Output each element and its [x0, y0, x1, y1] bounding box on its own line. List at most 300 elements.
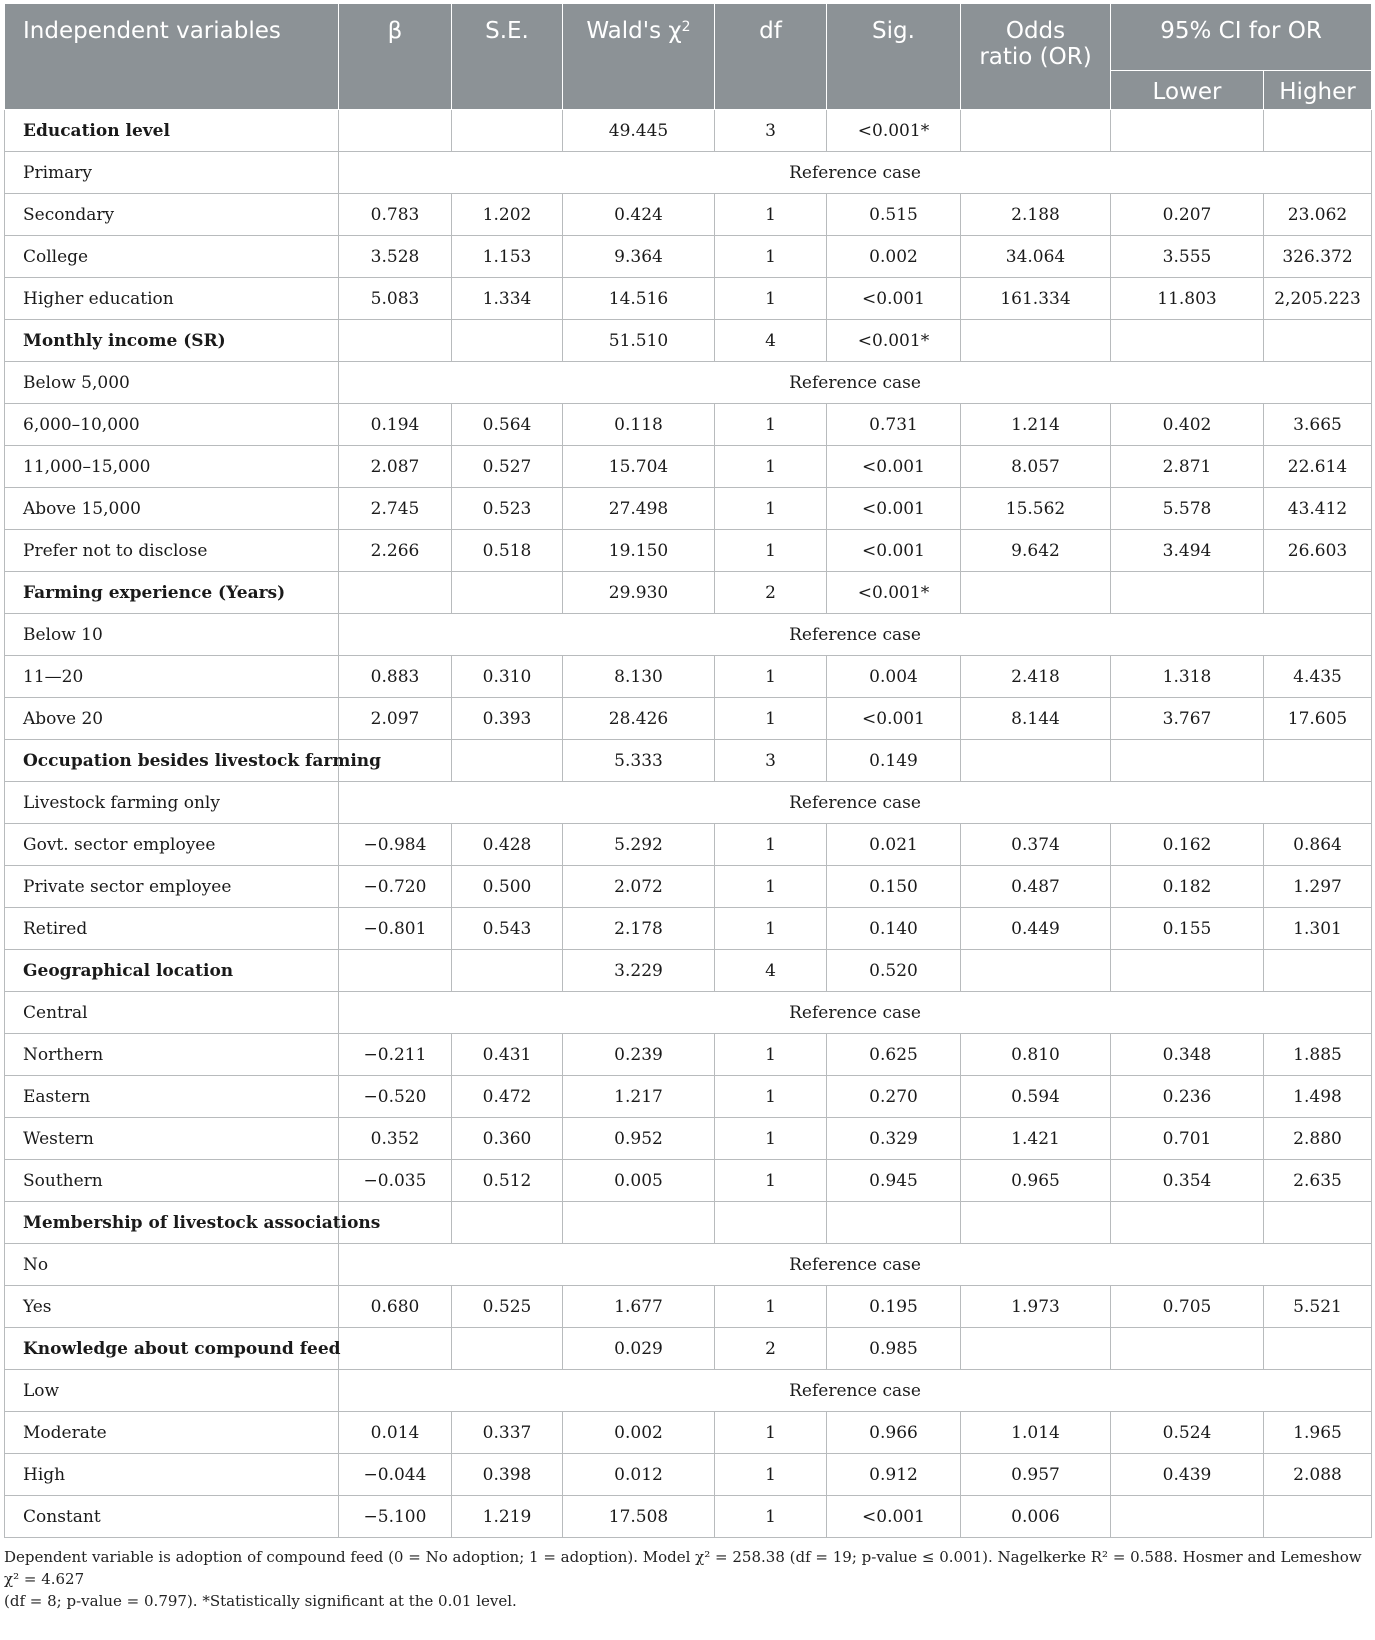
table-reference-row	[5, 1244, 1372, 1286]
row-label: Retired	[5, 908, 339, 950]
table-cell: 1.219	[452, 1496, 563, 1538]
table-cell: 5.578	[1111, 488, 1264, 530]
table-row	[5, 656, 1372, 698]
row-label: Education level	[5, 110, 339, 152]
table-cell: 4	[715, 950, 827, 992]
row-label: Below 10	[5, 614, 339, 656]
table-reference-row	[5, 362, 1372, 404]
table-cell: 0.810	[961, 1034, 1111, 1076]
table-cell: 0.236	[1111, 1076, 1264, 1118]
table-cell: 1.965	[1264, 1412, 1372, 1454]
table-body	[5, 110, 1372, 1538]
table-row	[5, 488, 1372, 530]
table-cell: 0.002	[827, 236, 961, 278]
table-cell: 1	[715, 404, 827, 446]
table-cell: 1.301	[1264, 908, 1372, 950]
header-wald-text: Wald's χ	[586, 18, 682, 44]
row-label: Moderate	[5, 1412, 339, 1454]
reference-case-cell: Reference case	[339, 992, 1372, 1034]
table-cell: 0.310	[452, 656, 563, 698]
table-group-row	[5, 572, 1372, 614]
table-row	[5, 824, 1372, 866]
table-cell: 3.229	[563, 950, 715, 992]
header-wald-sup: 2	[681, 19, 691, 35]
table-cell: 17.508	[563, 1496, 715, 1538]
table-cell: 0.118	[563, 404, 715, 446]
table-cell: 1	[715, 824, 827, 866]
table-cell: 0.029	[563, 1328, 715, 1370]
table-cell: 34.064	[961, 236, 1111, 278]
row-label: College	[5, 236, 339, 278]
table-cell: 0.337	[452, 1412, 563, 1454]
table-cell: 1.014	[961, 1412, 1111, 1454]
table-cell: 1.885	[1264, 1034, 1372, 1076]
table-reference-row	[5, 992, 1372, 1034]
table-cell: 2.745	[339, 488, 452, 530]
table-cell: 3.665	[1264, 404, 1372, 446]
table-cell	[452, 320, 563, 362]
table-cell: 2.188	[961, 194, 1111, 236]
table-cell: 14.516	[563, 278, 715, 320]
table-cell: 1	[715, 1034, 827, 1076]
table-cell	[1111, 1328, 1264, 1370]
table-cell	[961, 950, 1111, 992]
table-cell: 1	[715, 1286, 827, 1328]
table-cell: 1	[715, 278, 827, 320]
table-cell: 0.701	[1111, 1118, 1264, 1160]
table-cell: −0.801	[339, 908, 452, 950]
table-cell: 0.021	[827, 824, 961, 866]
table-cell: 29.930	[563, 572, 715, 614]
table-cell	[961, 110, 1111, 152]
table-cell: 1	[715, 1454, 827, 1496]
row-label: Occupation besides livestock farming	[5, 740, 339, 782]
table-cell: 0.150	[827, 866, 961, 908]
row-label: Govt. sector employee	[5, 824, 339, 866]
table-cell: −0.035	[339, 1160, 452, 1202]
row-label: Higher education	[5, 278, 339, 320]
table-cell: 0.140	[827, 908, 961, 950]
table-cell	[1111, 320, 1264, 362]
table-row	[5, 908, 1372, 950]
row-label: Membership of livestock associations	[5, 1202, 339, 1244]
table-reference-row	[5, 614, 1372, 656]
table-cell: 2.871	[1111, 446, 1264, 488]
table-cell: 3.528	[339, 236, 452, 278]
row-label: 11—20	[5, 656, 339, 698]
table-cell: 1	[715, 1412, 827, 1454]
table-cell: 0.449	[961, 908, 1111, 950]
header-ci: 95% CI for OR	[1111, 4, 1372, 71]
table-cell: 1	[715, 1118, 827, 1160]
footnote-line-1: Dependent variable is adoption of compound feed (0 = No adoption; 1 = adoption). Model χ² = 258.38 (df = 19; p-value ≤ 0.001). Nagelkerke R² = 0.588. Hosmer and Lemeshow χ² = 4.627	[4, 1548, 1362, 1588]
table-cell: 2,205.223	[1264, 278, 1372, 320]
table-cell: 0.360	[452, 1118, 563, 1160]
table-cell: 2.880	[1264, 1118, 1372, 1160]
row-label: Eastern	[5, 1076, 339, 1118]
row-label: Monthly income (SR)	[5, 320, 339, 362]
row-label: Geographical location	[5, 950, 339, 992]
row-label: 11,000–15,000	[5, 446, 339, 488]
row-label: Livestock farming only	[5, 782, 339, 824]
table-cell: 4.435	[1264, 656, 1372, 698]
table-cell: <0.001	[827, 530, 961, 572]
table-cell	[1264, 110, 1372, 152]
table-cell: 1.318	[1111, 656, 1264, 698]
table-cell	[827, 1202, 961, 1244]
table-cell	[339, 572, 452, 614]
table-cell: 0.965	[961, 1160, 1111, 1202]
table-cell: 8.130	[563, 656, 715, 698]
table-cell: 0.487	[961, 866, 1111, 908]
table-cell: 26.603	[1264, 530, 1372, 572]
table-cell: 1.334	[452, 278, 563, 320]
table-row	[5, 446, 1372, 488]
table-row	[5, 1160, 1372, 1202]
table-cell: 22.614	[1264, 446, 1372, 488]
table-cell: 1	[715, 866, 827, 908]
table-row	[5, 194, 1372, 236]
row-label: Western	[5, 1118, 339, 1160]
table-cell: 0.002	[563, 1412, 715, 1454]
table-cell: 1	[715, 1160, 827, 1202]
table-group-row	[5, 110, 1372, 152]
footnote-line-2: (df = 8; p-value = 0.797). *Statistically significant at the 0.01 level.	[4, 1592, 517, 1610]
table-cell: 2.418	[961, 656, 1111, 698]
table-cell: 0.731	[827, 404, 961, 446]
table-header	[5, 4, 1372, 110]
table-cell: 0.431	[452, 1034, 563, 1076]
table-cell: 0.864	[1264, 824, 1372, 866]
table-cell: 0.515	[827, 194, 961, 236]
table-cell	[1264, 740, 1372, 782]
table-cell	[961, 320, 1111, 362]
row-label: Southern	[5, 1160, 339, 1202]
table-cell: 28.426	[563, 698, 715, 740]
table-group-row	[5, 950, 1372, 992]
row-label: Above 15,000	[5, 488, 339, 530]
table-cell: 5.333	[563, 740, 715, 782]
reference-case-cell: Reference case	[339, 362, 1372, 404]
table-footnote	[4, 1546, 1371, 1612]
table-cell: 23.062	[1264, 194, 1372, 236]
table-cell	[1111, 950, 1264, 992]
table-cell: 0.543	[452, 908, 563, 950]
table-cell: 0.182	[1111, 866, 1264, 908]
header-odds-ratio-line1: Odds	[1005, 18, 1066, 44]
table-cell: 0.424	[563, 194, 715, 236]
header-se: S.E.	[452, 4, 563, 110]
table-group-row	[5, 1202, 1372, 1244]
table-cell: 0.500	[452, 866, 563, 908]
reference-case-cell: Reference case	[339, 1244, 1372, 1286]
table-cell	[452, 572, 563, 614]
table-group-row	[5, 740, 1372, 782]
table-cell: 9.364	[563, 236, 715, 278]
reference-case-cell: Reference case	[339, 614, 1372, 656]
table-cell: 1.421	[961, 1118, 1111, 1160]
table-cell	[563, 1202, 715, 1244]
table-cell: <0.001*	[827, 110, 961, 152]
table-container	[4, 3, 1371, 1612]
table-row	[5, 698, 1372, 740]
table-cell: 3	[715, 740, 827, 782]
table-cell: 4	[715, 320, 827, 362]
table-cell: 1.297	[1264, 866, 1372, 908]
table-cell: 0.594	[961, 1076, 1111, 1118]
row-label: High	[5, 1454, 339, 1496]
table-cell: 0.393	[452, 698, 563, 740]
table-cell	[452, 1328, 563, 1370]
header-odds-ratio	[961, 4, 1111, 110]
header-ci-lower: Lower	[1111, 71, 1264, 110]
table-cell: 0.005	[563, 1160, 715, 1202]
table-cell: 1	[715, 488, 827, 530]
logistic-regression-table	[4, 3, 1372, 1538]
table-cell: 51.510	[563, 320, 715, 362]
table-row	[5, 1034, 1372, 1076]
table-cell: 0.520	[827, 950, 961, 992]
table-cell: 1	[715, 194, 827, 236]
row-label: Constant	[5, 1496, 339, 1538]
table-cell: 161.334	[961, 278, 1111, 320]
table-cell: 5.292	[563, 824, 715, 866]
row-label: Farming experience (Years)	[5, 572, 339, 614]
table-cell: <0.001	[827, 446, 961, 488]
table-group-row	[5, 320, 1372, 362]
table-cell: 0.472	[452, 1076, 563, 1118]
table-cell	[452, 740, 563, 782]
row-label: Primary	[5, 152, 339, 194]
reference-case-cell: Reference case	[339, 1370, 1372, 1412]
header-ci-higher: Higher	[1264, 71, 1372, 110]
table-cell: 0.194	[339, 404, 452, 446]
table-cell: 0.207	[1111, 194, 1264, 236]
table-cell	[1264, 1328, 1372, 1370]
table-cell: <0.001	[827, 278, 961, 320]
table-cell	[1264, 950, 1372, 992]
table-cell: 0.012	[563, 1454, 715, 1496]
row-label: Above 20	[5, 698, 339, 740]
table-row	[5, 1118, 1372, 1160]
table-cell: 1.214	[961, 404, 1111, 446]
table-row	[5, 1454, 1372, 1496]
table-cell: 0.524	[1111, 1412, 1264, 1454]
table-cell: 11.803	[1111, 278, 1264, 320]
table-cell: 1	[715, 908, 827, 950]
table-cell: 1	[715, 698, 827, 740]
table-cell: 3.555	[1111, 236, 1264, 278]
header-df: df	[715, 4, 827, 110]
table-cell	[339, 950, 452, 992]
table-cell: 1.202	[452, 194, 563, 236]
table-cell: 0.564	[452, 404, 563, 446]
row-label: Private sector employee	[5, 866, 339, 908]
header-wald	[563, 4, 715, 110]
table-cell: 43.412	[1264, 488, 1372, 530]
table-cell: 1.973	[961, 1286, 1111, 1328]
table-cell: 0.354	[1111, 1160, 1264, 1202]
table-cell: 0.329	[827, 1118, 961, 1160]
reference-case-cell: Reference case	[339, 782, 1372, 824]
table-cell	[1111, 1496, 1264, 1538]
row-label: No	[5, 1244, 339, 1286]
table-cell: <0.001	[827, 698, 961, 740]
table-cell	[961, 572, 1111, 614]
table-cell: <0.001*	[827, 572, 961, 614]
table-cell	[1111, 110, 1264, 152]
table-cell: 0.270	[827, 1076, 961, 1118]
row-label: Northern	[5, 1034, 339, 1076]
table-cell: 2.087	[339, 446, 452, 488]
table-reference-row	[5, 1370, 1372, 1412]
table-cell: 0.527	[452, 446, 563, 488]
table-cell	[715, 1202, 827, 1244]
table-cell: 1	[715, 1076, 827, 1118]
table-cell: 0.625	[827, 1034, 961, 1076]
table-cell: 0.783	[339, 194, 452, 236]
table-cell: 5.521	[1264, 1286, 1372, 1328]
table-cell: 15.704	[563, 446, 715, 488]
table-cell: 0.348	[1111, 1034, 1264, 1076]
table-cell: −0.211	[339, 1034, 452, 1076]
header-independent-variables: Independent variables	[5, 4, 339, 110]
table-cell	[1264, 320, 1372, 362]
table-cell: 0.945	[827, 1160, 961, 1202]
table-cell: 0.966	[827, 1412, 961, 1454]
table-cell	[1264, 572, 1372, 614]
table-cell: 0.004	[827, 656, 961, 698]
table-cell: 0.985	[827, 1328, 961, 1370]
table-cell	[1111, 1202, 1264, 1244]
table-cell: <0.001	[827, 488, 961, 530]
table-cell: 17.605	[1264, 698, 1372, 740]
header-odds-ratio-line2: ratio (OR)	[979, 44, 1092, 70]
table-cell: 15.562	[961, 488, 1111, 530]
table-cell: 8.144	[961, 698, 1111, 740]
table-cell: 1	[715, 1496, 827, 1538]
table-cell: 1.677	[563, 1286, 715, 1328]
table-cell: 0.439	[1111, 1454, 1264, 1496]
row-label: Below 5,000	[5, 362, 339, 404]
table-reference-row	[5, 782, 1372, 824]
table-cell	[1264, 1202, 1372, 1244]
table-cell: 2	[715, 572, 827, 614]
table-cell	[961, 1202, 1111, 1244]
table-cell: 0.014	[339, 1412, 452, 1454]
table-cell: 2.097	[339, 698, 452, 740]
table-cell: 1	[715, 656, 827, 698]
table-cell: 0.352	[339, 1118, 452, 1160]
row-label: Knowledge about compound feed	[5, 1328, 339, 1370]
table-cell: 326.372	[1264, 236, 1372, 278]
table-row	[5, 278, 1372, 320]
table-cell: 1.217	[563, 1076, 715, 1118]
table-cell: <0.001*	[827, 320, 961, 362]
table-cell: 2	[715, 1328, 827, 1370]
header-sig: Sig.	[827, 4, 961, 110]
table-cell: 5.083	[339, 278, 452, 320]
table-cell: 0.518	[452, 530, 563, 572]
table-cell: 0.374	[961, 824, 1111, 866]
table-cell: −0.984	[339, 824, 452, 866]
table-cell: 2.635	[1264, 1160, 1372, 1202]
table-cell: −0.044	[339, 1454, 452, 1496]
table-cell: 2.266	[339, 530, 452, 572]
table-row	[5, 1412, 1372, 1454]
table-cell: 0.162	[1111, 824, 1264, 866]
table-cell: 8.057	[961, 446, 1111, 488]
table-cell	[1111, 740, 1264, 782]
table-cell	[452, 950, 563, 992]
table-cell: 1	[715, 446, 827, 488]
row-label: Central	[5, 992, 339, 1034]
row-label: Secondary	[5, 194, 339, 236]
table-cell: 0.957	[961, 1454, 1111, 1496]
table-cell: 0.239	[563, 1034, 715, 1076]
table-cell: 0.512	[452, 1160, 563, 1202]
table-cell: 0.402	[1111, 404, 1264, 446]
table-cell: 2.072	[563, 866, 715, 908]
table-cell: 49.445	[563, 110, 715, 152]
reference-case-cell: Reference case	[339, 152, 1372, 194]
table-cell: −0.520	[339, 1076, 452, 1118]
table-cell: 0.525	[452, 1286, 563, 1328]
table-group-row	[5, 1328, 1372, 1370]
table-cell: 19.150	[563, 530, 715, 572]
table-row	[5, 1496, 1372, 1538]
table-cell: 27.498	[563, 488, 715, 530]
table-row	[5, 404, 1372, 446]
table-cell: 0.006	[961, 1496, 1111, 1538]
table-cell: 2.178	[563, 908, 715, 950]
table-cell: 1.153	[452, 236, 563, 278]
table-cell	[961, 1328, 1111, 1370]
header-beta: β	[339, 4, 452, 110]
table-row	[5, 1076, 1372, 1118]
table-cell: 0.705	[1111, 1286, 1264, 1328]
table-row	[5, 1286, 1372, 1328]
table-reference-row	[5, 152, 1372, 194]
table-cell: <0.001	[827, 1496, 961, 1538]
row-label: Low	[5, 1370, 339, 1412]
table-cell	[339, 110, 452, 152]
table-cell	[961, 740, 1111, 782]
table-cell: 0.195	[827, 1286, 961, 1328]
table-cell: 0.428	[452, 824, 563, 866]
table-cell: 0.155	[1111, 908, 1264, 950]
table-cell: 0.149	[827, 740, 961, 782]
table-row	[5, 866, 1372, 908]
table-cell: 3	[715, 110, 827, 152]
table-cell: 3.767	[1111, 698, 1264, 740]
table-cell: 0.398	[452, 1454, 563, 1496]
table-cell: 1.498	[1264, 1076, 1372, 1118]
table-cell: 0.912	[827, 1454, 961, 1496]
table-cell	[1111, 572, 1264, 614]
table-cell	[452, 1202, 563, 1244]
table-row	[5, 236, 1372, 278]
table-cell	[339, 320, 452, 362]
row-label: Prefer not to disclose	[5, 530, 339, 572]
row-label: 6,000–10,000	[5, 404, 339, 446]
table-cell: 0.680	[339, 1286, 452, 1328]
table-cell	[1264, 1496, 1372, 1538]
table-cell: 9.642	[961, 530, 1111, 572]
table-row	[5, 530, 1372, 572]
table-cell: −0.720	[339, 866, 452, 908]
table-cell: −5.100	[339, 1496, 452, 1538]
